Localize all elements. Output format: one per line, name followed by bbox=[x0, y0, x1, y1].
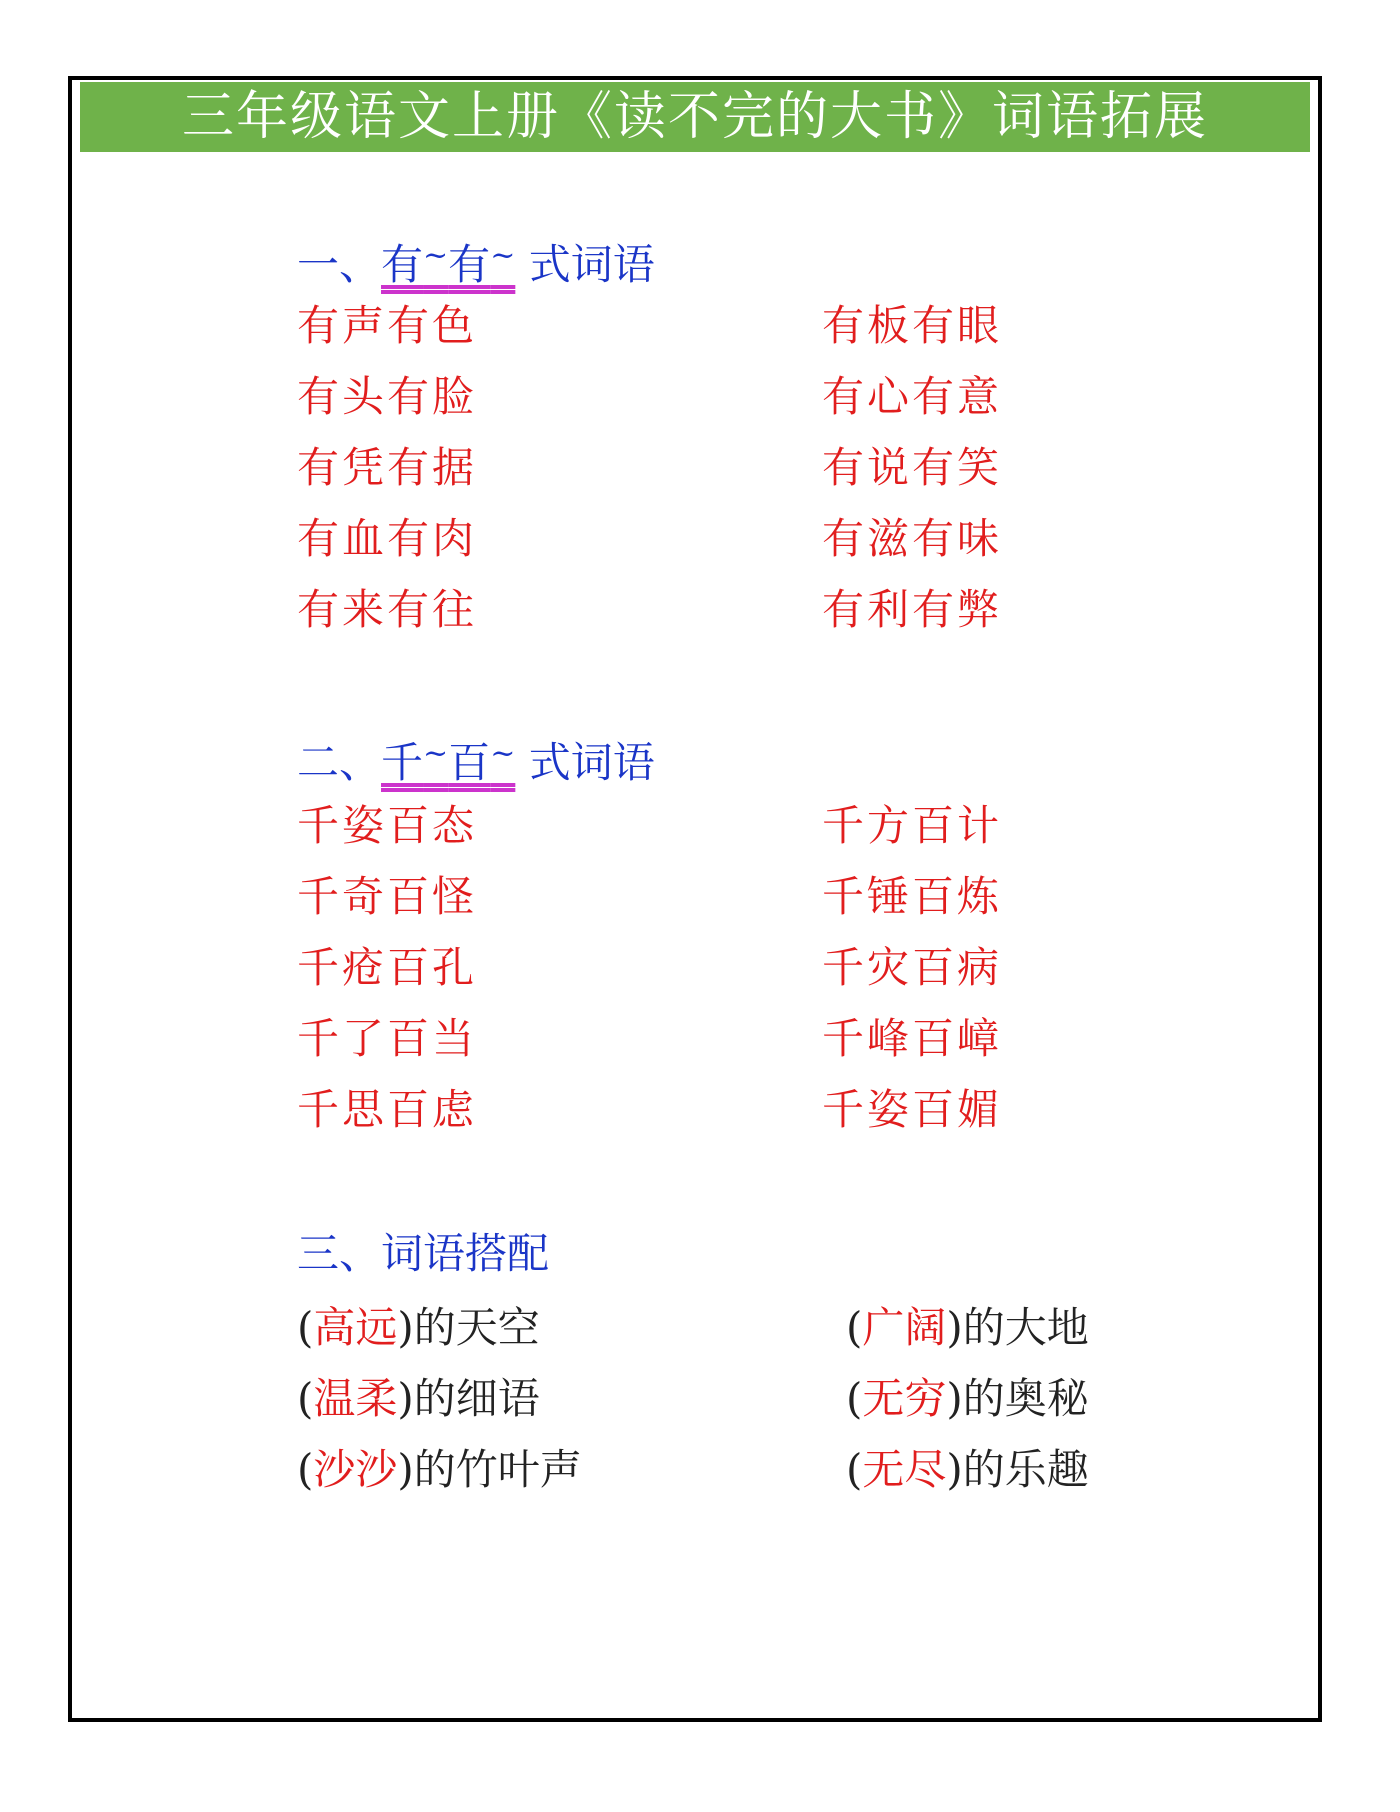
word-item: 有板有眼 bbox=[822, 301, 1003, 350]
collocation-answer: 沙沙 bbox=[313, 1445, 398, 1494]
section-1-prefix: 一、 bbox=[297, 240, 382, 289]
collocation-answer: 无尽 bbox=[862, 1445, 947, 1494]
collocation-answer: 温柔 bbox=[313, 1374, 398, 1423]
word-item: 有滋有味 bbox=[822, 514, 1003, 563]
word-item: 千了百当 bbox=[297, 1014, 478, 1063]
word-item: 有利有弊 bbox=[822, 585, 1003, 634]
section-2-pattern: 千~百~ bbox=[381, 736, 516, 787]
word-item: 有血有肉 bbox=[297, 514, 478, 563]
word-item: 千思百虑 bbox=[297, 1085, 478, 1134]
word-item: 千方百计 bbox=[822, 801, 1003, 850]
section-3-heading: 三、词语搭配 bbox=[297, 1229, 550, 1278]
collocation-item: (沙沙)的竹叶声 bbox=[297, 1445, 582, 1494]
collocation-item: (温柔)的细语 bbox=[297, 1374, 540, 1423]
word-item: 有心有意 bbox=[822, 372, 1003, 421]
word-item: 有头有脸 bbox=[297, 372, 478, 421]
word-item: 千奇百怪 bbox=[297, 872, 478, 921]
collocation-item: (高远)的天空 bbox=[297, 1303, 540, 1352]
word-item: 千姿百媚 bbox=[822, 1085, 1003, 1134]
section-1-heading bbox=[297, 226, 655, 295]
word-item: 千锤百炼 bbox=[822, 872, 1003, 921]
section-2-suffix: 式词语 bbox=[528, 738, 655, 787]
page-border bbox=[68, 76, 1322, 1722]
word-item: 有说有笑 bbox=[822, 443, 1003, 492]
collocation-item: (无穷)的奥秘 bbox=[846, 1374, 1089, 1423]
word-item: 千疮百孔 bbox=[297, 943, 478, 992]
collocation-answer: 高远 bbox=[313, 1303, 398, 1352]
word-item: 有凭有据 bbox=[297, 443, 478, 492]
section-1-suffix: 式词语 bbox=[528, 240, 655, 289]
word-item: 千姿百态 bbox=[297, 801, 478, 850]
collocation-item: (无尽)的乐趣 bbox=[846, 1445, 1089, 1494]
title-banner bbox=[80, 82, 1310, 152]
collocation-item: (广阔)的大地 bbox=[846, 1303, 1089, 1352]
collocation-answer: 广阔 bbox=[862, 1303, 947, 1352]
word-item: 千灾百病 bbox=[822, 943, 1003, 992]
word-item: 有声有色 bbox=[297, 301, 478, 350]
word-item: 千峰百嶂 bbox=[822, 1014, 1003, 1063]
page-title: 三年级语文上册《读不完的大书》词语拓展 bbox=[181, 87, 1208, 147]
word-item: 有来有往 bbox=[297, 585, 478, 634]
section-2-heading bbox=[297, 724, 655, 793]
collocation-answer: 无穷 bbox=[862, 1374, 947, 1423]
section-1-pattern: 有~有~ bbox=[381, 238, 516, 289]
section-2-prefix: 二、 bbox=[297, 738, 382, 787]
